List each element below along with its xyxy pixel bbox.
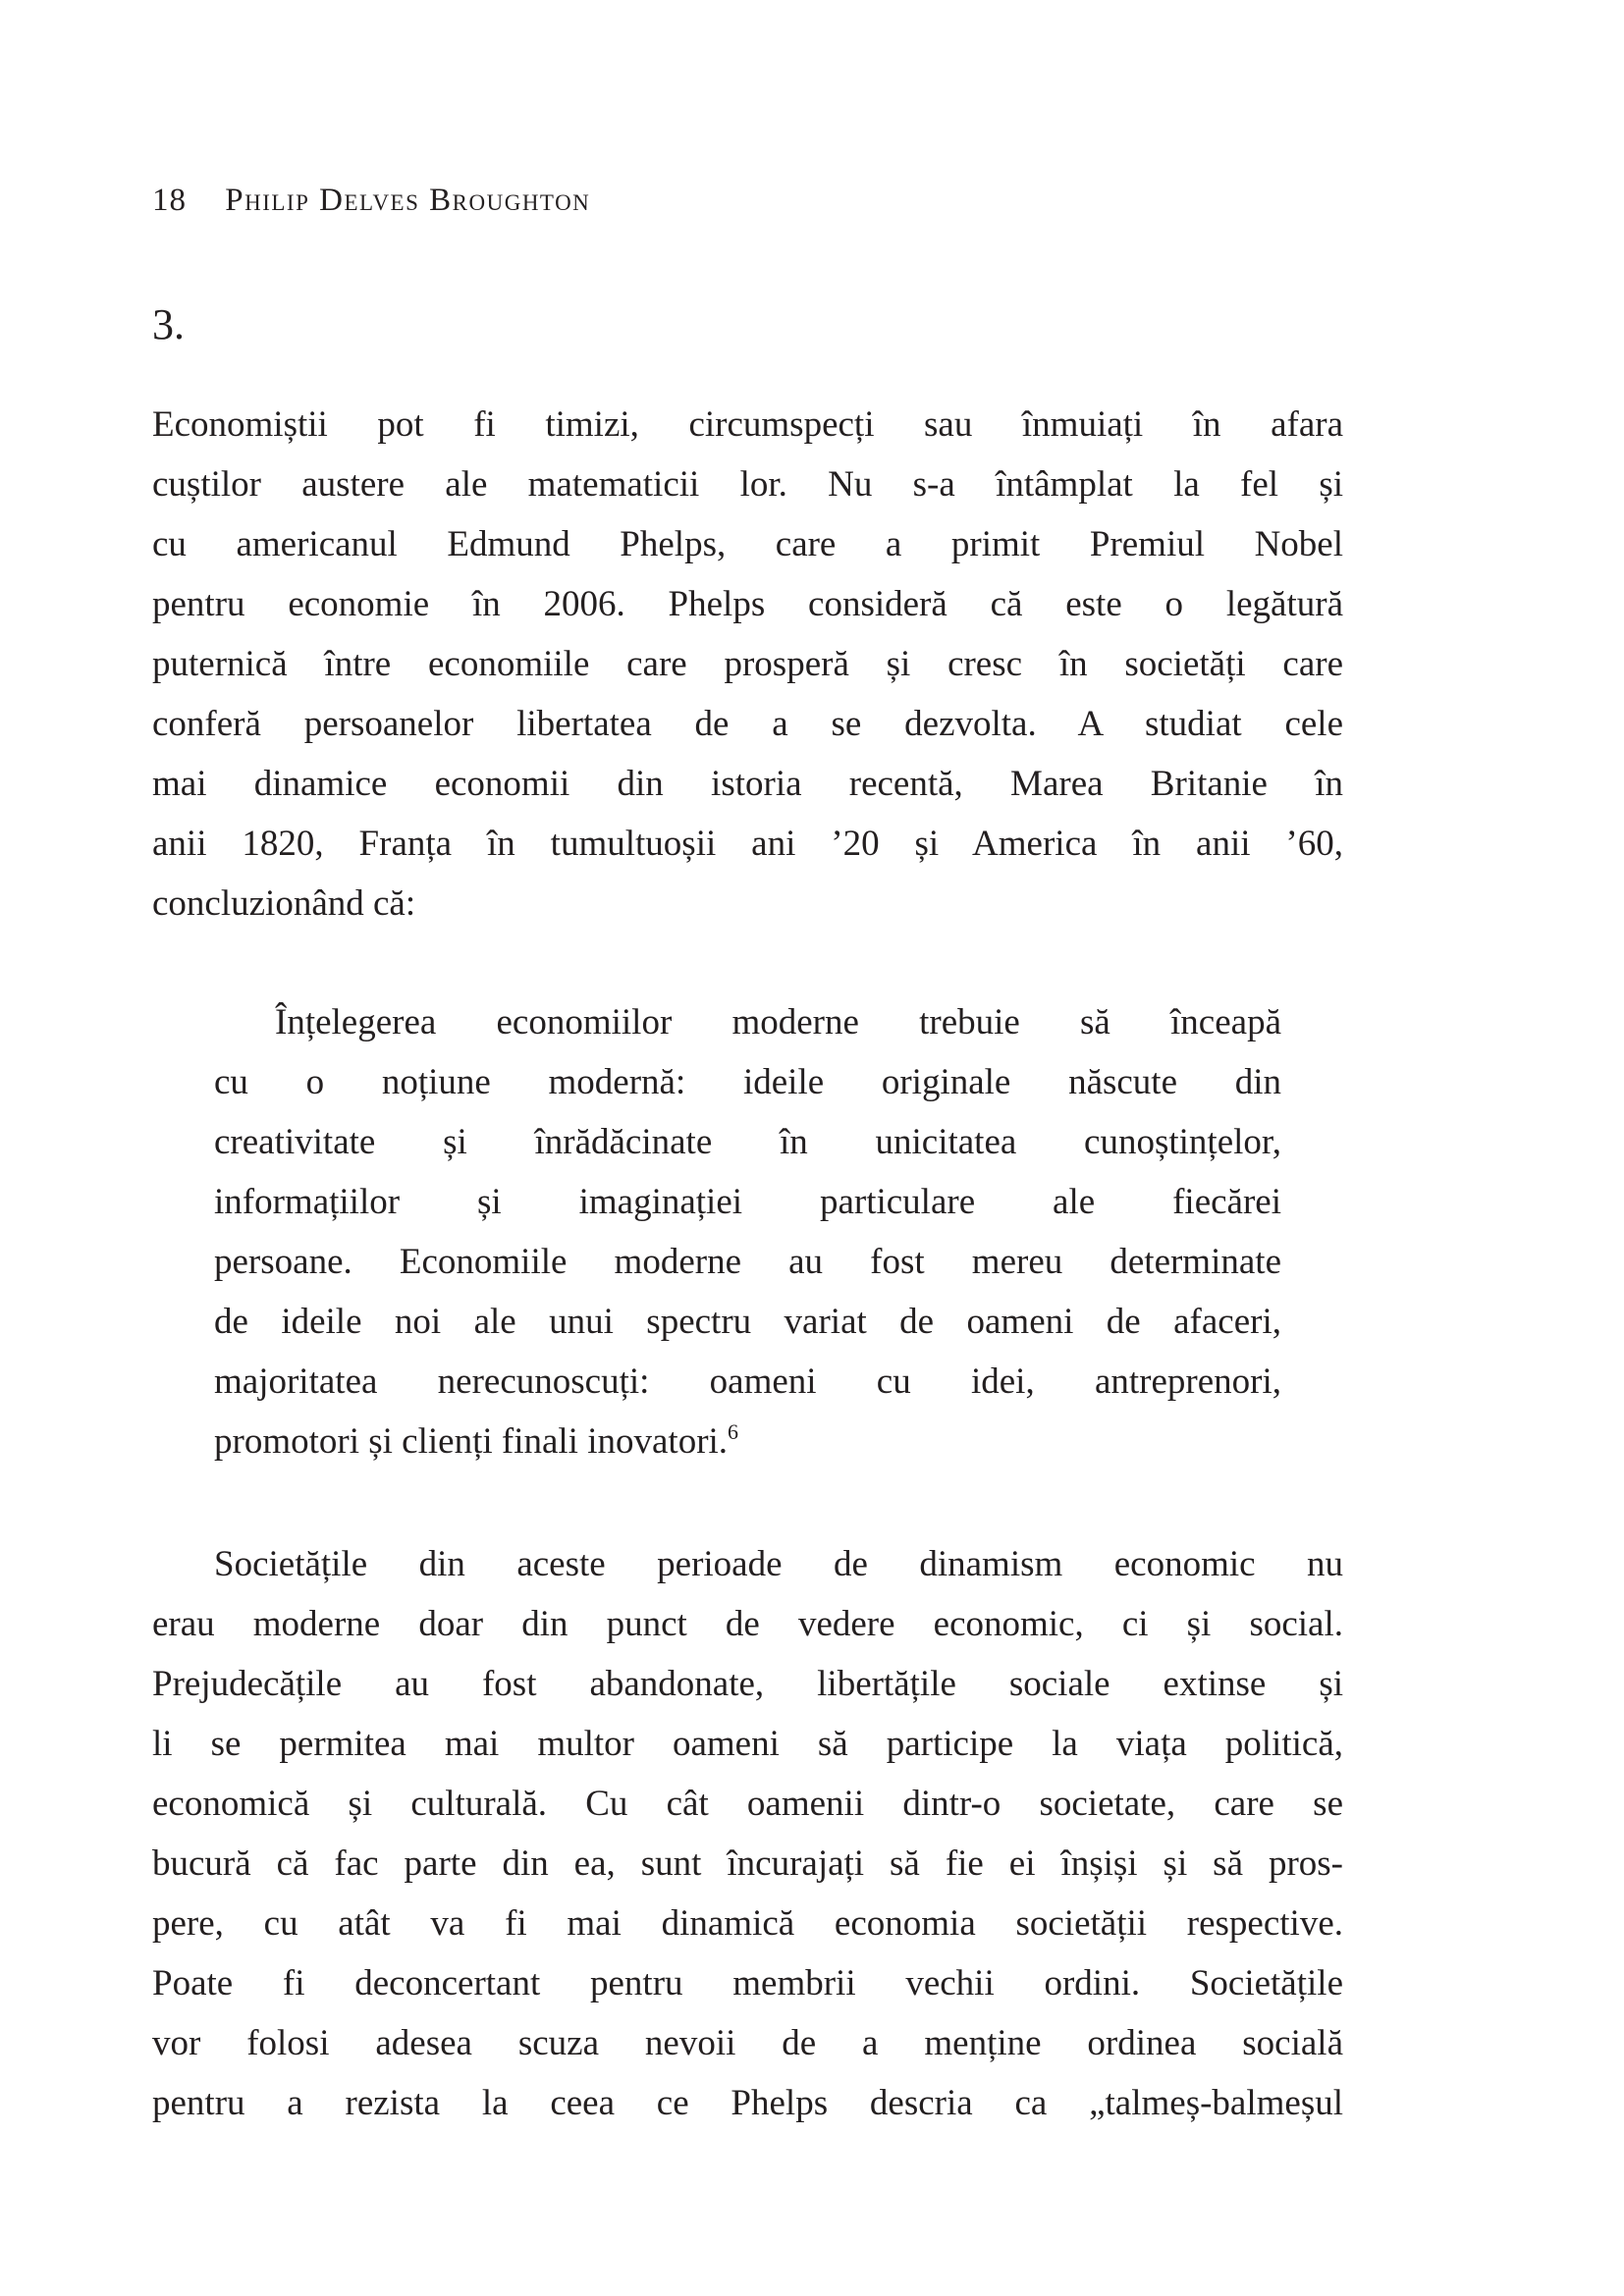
text-line — [152, 2013, 1343, 2073]
line-text: creativitate și înrădăcinate în unicitatea cunoștințelor, — [214, 1122, 1281, 1162]
line-text: majoritatea nerecunoscuți: oameni cu idei, antreprenori, — [214, 1362, 1281, 1402]
text-line — [214, 1112, 1281, 1172]
text-line — [214, 1352, 1281, 1412]
line-text: conferă persoanelor libertatea de a se dezvolta. A studiat cele — [152, 704, 1343, 744]
text-line — [152, 1534, 1343, 1594]
line-text: economică și culturală. Cu cât oamenii dintr-o societate, care se — [152, 1784, 1343, 1824]
line-text: informațiilor și imaginației particulare ale fiecărei — [214, 1182, 1281, 1222]
line-text: pere, cu atât va fi mai dinamică economia societății respective. — [152, 1903, 1343, 1944]
line-text: vor folosi adesea scuza nevoii de a menține ordinea socială — [152, 2023, 1343, 2063]
text-line — [214, 1412, 1281, 1471]
line-text: anii 1820, Franța în tumultuoșii ani ’20 și America în anii ’60, — [152, 824, 1343, 864]
line-text: concluzionând că: — [152, 883, 416, 924]
text-line — [152, 574, 1343, 634]
text-line — [152, 1654, 1343, 1714]
text-line — [214, 1172, 1281, 1232]
line-text: Înțelegerea economiilor moderne trebuie să înceapă — [275, 1002, 1281, 1042]
text-line — [152, 1953, 1343, 2013]
line-text: de ideile noi ale unui spectru variat de oameni de afaceri, — [214, 1302, 1281, 1342]
text-line — [152, 694, 1343, 754]
text-line — [152, 814, 1343, 874]
text-line — [214, 1052, 1281, 1112]
line-text: Poate fi deconcertant pentru membrii vechii ordini. Societățile — [152, 1963, 1343, 2003]
line-text: puternică între economiile care prosperă și cresc în societăți care — [152, 644, 1343, 684]
running-header — [152, 183, 590, 219]
text-line — [152, 1594, 1343, 1654]
text-line — [152, 514, 1343, 574]
section-number: 3. — [152, 300, 185, 348]
line-text: Economiștii pot fi timizi, circumspecți sau înmuiați în afara — [152, 404, 1343, 445]
author-name: Philip Delves Broughton — [225, 183, 591, 218]
text-line — [152, 874, 1343, 934]
text-line — [152, 754, 1343, 814]
text-line — [152, 1894, 1343, 1953]
line-text: cu americanul Edmund Phelps, care a primit Premiul Nobel — [152, 524, 1343, 564]
line-text: Prejudecățile au fost abandonate, libertățile sociale extinse și — [152, 1664, 1343, 1704]
text-line — [152, 454, 1343, 514]
text-line — [152, 1714, 1343, 1774]
line-text: cuștilor austere ale matematicii lor. Nu s-a întâmplat la fel și — [152, 464, 1343, 505]
line-text: Societățile din aceste perioade de dinamism economic nu — [214, 1544, 1343, 1584]
paragraph-1 — [152, 395, 1343, 934]
page-number: 18 — [152, 183, 187, 218]
line-text: persoane. Economiile moderne au fost mereu determinate — [214, 1242, 1281, 1282]
text-line — [214, 1292, 1281, 1352]
footnote-marker[interactable]: 6 — [728, 1419, 739, 1444]
text-line — [152, 2073, 1343, 2133]
line-text: pentru economie în 2006. Phelps consideră că este o legătură — [152, 584, 1343, 624]
line-text: erau moderne doar din punct de vedere economic, ci și social. — [152, 1604, 1343, 1644]
text-line — [152, 1834, 1343, 1894]
text-line — [214, 992, 1281, 1052]
line-text: cu o noțiune modernă: ideile originale născute din — [214, 1062, 1281, 1102]
text-line — [152, 634, 1343, 694]
text-line — [214, 1232, 1281, 1292]
text-line — [152, 1774, 1343, 1834]
line-text: li se permitea mai multor oameni să participe la viața politică, — [152, 1724, 1343, 1764]
block-quote — [214, 992, 1281, 1471]
line-text: bucură că fac parte din ea, sunt încurajați să fie ei înșiși și să pros- — [152, 1843, 1343, 1884]
paragraph-2 — [152, 1534, 1343, 2133]
line-text: mai dinamice economii din istoria recentă, Marea Britanie în — [152, 764, 1343, 804]
line-text: pentru a rezista la ceea ce Phelps descria ca „talmeș-balmeșul — [152, 2083, 1343, 2123]
text-line — [152, 395, 1343, 454]
line-text: promotori și clienți finali inovatori. — [214, 1421, 729, 1462]
